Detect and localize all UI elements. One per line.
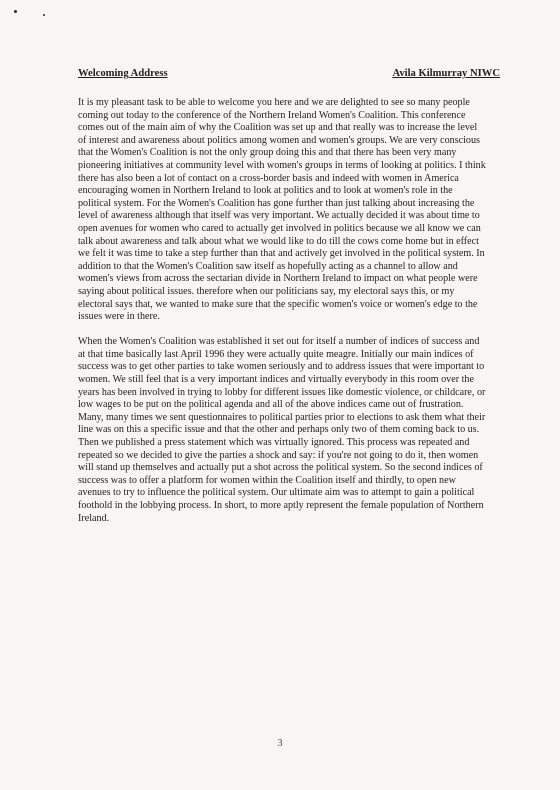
document-title: Welcoming Address — [78, 68, 168, 79]
document-header — [78, 68, 500, 84]
paragraph-1: It is my pleasant task to be able to welcome you here and we are delighted to see so many people coming out today to the conference of the Northern Ireland Women's Coalition. This conference comes out of the main aim of why the Coalition was set up and that really was to increase the level of interest and awareness about politics among women and women's groups. We are very conscious that the Women's Coalition is not the only group doing this and that there has been very many pioneering initiatives at community level with women's groups in terms of looking at politics. I think there has also been a lot of contact on a cross-border basis and indeed with women in America encouraging women in Northern Ireland to look at politics and to look at women's role in the political system. For the Women's Coalition has gone further than just talking about increasing the level of awareness although that itself was very important. We actually decided it was about time to open avenues for women who cared to actually get involved in politics because we all know we can talk about awareness and talk about what we would like to do till the cows come home but in effect we felt it was time to take a step further than that and actively get involved in the political system. In addition to that the Women's Coalition saw itself as hopefully acting as a channel to allow and women's views from across the sectarian divide in Northern Ireland to impact on what people were saying about political issues. therefore when our politicians say, my electoral says this, or my electoral says that, we wanted to make sure that the specific women's voice or women's edge to the issues were in there. — [78, 97, 486, 323]
document-body — [78, 97, 488, 525]
page-number: 3 — [277, 738, 283, 749]
scan-speck — [14, 10, 17, 13]
paragraph-2: When the Women's Coalition was established it set out for itself a number of indices of success and at that time basically last April 1996 they were actually quite meagre. Initially our main indices of success was to get other parties to take women seriously and to address issues that were important to women. We still feel that is a very important indices and virtually everybody in this room over the years has been involved in trying to lobby for different issues like domestic violence, or childcare, or low wages to be put on the political agenda and all of the above indices came out of frustration. Many, many times we sent questionnaires to political parties prior to elections to ask them what their line was on this a specific issue and that the other and perhaps only two of them coming back to us. Then we published a press statement which was virtually ignored. This process was repeated and repeated so we decided to give the parties a shock and say: if you're not going to do it, then women will stand up themselves and actually put a shot across the political system. So the second indices of success was to offer a platform for women within the Coalition itself and thirdly, to open new avenues to try to influence the political system. Our ultimate aim was to attempt to gain a political foothold in the lobbying process. In short, to more aptly represent the female population of Northern Ireland. — [78, 336, 486, 524]
document-author: Avila Kilmurray NIWC — [392, 68, 500, 79]
scan-speck — [43, 14, 45, 16]
